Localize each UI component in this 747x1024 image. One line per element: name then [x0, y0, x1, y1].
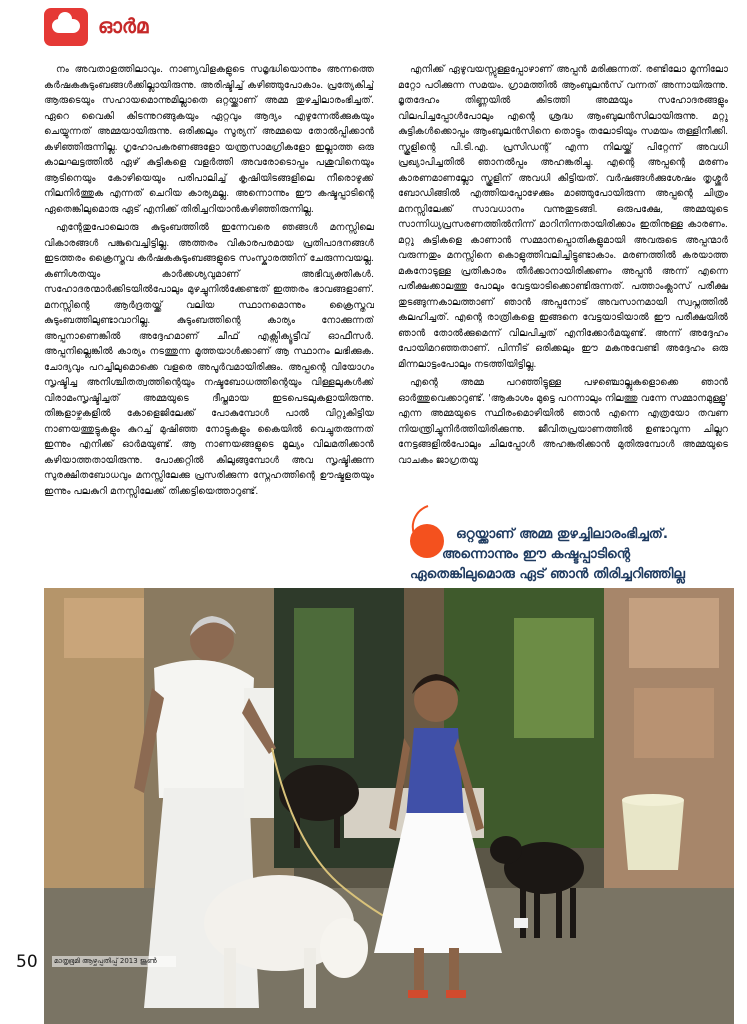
article-paragraph: എനിക്ക് ഏഴുവയസ്സുള്ളപ്പോഴാണ് അപ്പൻ മരിക്കുന്നത്. രണ്ടിലോ മൂന്നിലോ മറ്റോ പഠിക്കുന്ന സമയം. ഗ്രാമത്തിൽ ആംബുലൻസ് വന്നത് അന്നായിരുന്നു. മൃതദേഹം തിണ്ണയിൽ കിടത്തി അമ്മയും സഹോദരങ്ങളും വിലപിച്ചപ്പോൾപോലും എന്റെ ശ്രദ്ധ ആംബുലൻസിലായിരുന്നു. മറ്റു കുട്ടികൾക്കൊപ്പം ആംബുലൻസിനെ തൊട്ടും തലോടിയും സമയം തള്ളിനീക്കി. സ്കൂളിന്റെ പി.ടി.എ. പ്രസിഡന്റ് എന്ന നിലയ്ക്ക് പിറ്റേന്ന് അവധി പ്രഖ്യാപിച്ചതിൽ ഞാനൽപ്പം അഹങ്കരിച്ചു. എന്റെ അപ്പന്റെ മരണം കാരണമാണല്ലോ സ്കൂളിന് അവധി കിട്ടിയത്. വർഷങ്ങൾക്കുശേഷം തൃശ്ശൂർ ബോഡിങ്ങിൽ എത്തിയപ്പോഴേക്കും മാഞ്ഞുപോയിരുന്ന അപ്പന്റെ ചിത്രം മനസ്സിലേക്ക് സാവധാനം വന്നുതുടങ്ങി. ഒരുപക്ഷേ, അമ്മയുടെ സാന്നിധ്യപ്രസരണത്തിൽനിന്ന് മാറിനിന്നതായിരിക്കാം ഇതിനുള്ള കാരണം. മറ്റു കുട്ടികളെ കാണാൻ സമ്മാനപ്പൊതികളുമായി അവരുടെ അപ്പന്മാർ വരുന്നതും മനസ്സിനെ കൊളുത്തിവലിച്ചിട്ടുണ്ടാകാം. മരണത്തിൽ കരയാത്ത മകനോടുള്ള പ്രതികാരം തീർക്കാനായിരിക്കണം അപ്പൻ അന്ന് എന്നെ പരീക്ഷക്കാലത്തു പോലും വേട്ടയാടിക്കൊണ്ടിരുന്നത്. പത്താംക്ലാസ് പരീക്ഷ തുടങ്ങുന്നകാലത്താണ് ഞാൻ അപ്പനോട് അവസാനമായി സ്വപ്നത്തിൽ കലഹിച്ചത്. എന്റെ രാത്രികളെ ഇങ്ങനെ വേട്ടയാടിയാൽ ഈ പരീക്ഷയിൽ ഞാൻ തോൽക്കുമെന്ന് വിലപിച്ചത് എനിക്കോർമയുണ്ട്. അന്ന് അദ്ദേഹം പോയിമറഞ്ഞതാണ്. പിന്നീട് ഒരിക്കലും ഈ മകനുവേണ്ടി അദ്ദേഹം ഒരു മിന്നലാട്ടംപോലും നടത്തിയിട്ടില്ല.	[398, 64, 728, 370]
quote-dot-icon	[410, 524, 444, 558]
pull-quote-line: ഒറ്റയ്ക്കാണ് അമ്മ തുഴച്ചിലാരംഭിച്ചത്.	[456, 526, 668, 542]
pull-quote-line: ഏതെങ്കിലുമൊരു ഏട് ഞാൻ തിരിച്ചറിഞ്ഞില്ല	[410, 566, 685, 582]
page-number: 50	[16, 952, 38, 972]
pull-quote-line: അന്നൊന്നും ഈ കഷ്ടപ്പാടിന്റെ	[442, 546, 631, 562]
article-paragraph: എന്റേതുപോലൊരു കുടുംബത്തിൽ ഇന്നേവരെ ഞങ്ങൾ മനസ്സിലെ വികാരങ്ങൾ പങ്കുവെച്ചിട്ടില്ല. അത്തരം വികാരപരമായ പ്രതിപാദനങ്ങൾ ഇടത്തരം ക്രൈസ്തവ കർഷകകുടുംബങ്ങളുടെ സംസ്കാരത്തിന് ചേരുന്നവയല്ല. കണിശതയും കാർക്കശ്യവുമാണ് അഭിവ്യക്തികൾ. സഹോദരന്മാർക്കിടയിൽപോലും മുഴച്ചുനിൽക്കേണ്ടത് ഇത്തരം ഭാവങ്ങളാണ്. മനസ്സിന്റെ ആർദ്രതയ്ക്ക് വലിയ സ്ഥാനമൊന്നും ക്രൈസ്തവ കുടുംബത്തിലുണ്ടാവാറില്ല. കുടുംബത്തിന്റെ കാര്യം നോക്കുന്നത് അപ്പനാണെങ്കിൽ അദ്ദേഹമാണ് ചീഫ് എക്സിക്യൂട്ടീവ് ഓഫീസർ. അപ്പനില്ലെങ്കിൽ കാര്യം നടത്തുന്ന മൂത്തയാൾക്കാണ് ആ സ്ഥാനം ലഭിക്കുക. ചോദ്യവും പറച്ചിലുമൊക്കെ വളരെ അപൂർവമായിരിക്കും. അപ്പന്റെ വിയോഗം സൃഷ്ടിച്ച അനിശ്ചിതത്വത്തിന്റെയും നഷ്ടബോധത്തിന്റെയും വിള്ളലുകൾക്ക് വിരാമംസൃഷ്ടിച്ചത് അമ്മയുടെ ദീപ്തമായ ഇടപെടലുകളായിരുന്നു. തിങ്കളാഴ്ചകളിൽ കോളെജിലേക്ക് പോകുമ്പോൾ പാൽ വിറ്റുകിട്ടിയ നാണയത്തുട്ടുകളും കുറച്ച് മുഷിഞ്ഞ നോട്ടുകളും കൈയിൽ വെച്ചുതരുന്നത് ഇന്നും എനിക്ക് ഓർമയുണ്ട്. ആ നാണയങ്ങളുടെ മൂല്യം വിലമതിക്കാൻ കഴിയാത്തതായിരുന്നു. പോക്കറ്റിൽ കിലുങ്ങുമ്പോൾ അവ സൃഷ്ടിക്കുന്ന സുരക്ഷിതബോധവും മനസ്സിലേക്കു പ്രസരിക്കുന്ന സ്നേഹത്തിന്റെ ഊഷ്മളതയും ഇന്നും പലകുറി മനസ്സിലേക്ക് തിക്കട്ടിയെത്താറുണ്ട്.	[44, 222, 374, 497]
cloud-icon	[44, 8, 88, 46]
section-header	[44, 8, 344, 48]
article-column-right	[398, 62, 728, 502]
article-paragraph: എന്റെ അമ്മ പറഞ്ഞിട്ടുള്ള പഴഞ്ചൊല്ലുകളൊക്കെ ഞാൻ ഓർത്തുവെക്കാറുണ്ട്. 'ആകാശം മുട്ടെ പറന്നാലും നിലത്തു വന്നേ സമ്മാനമുള്ളൂ' എന്ന അമ്മയുടെ സ്ഥിരംമൊഴിയിൽ ഞാൻ എന്നെ എത്രയോ തവണ നിയന്ത്രിച്ചുനിർത്തിയിരിക്കുന്നു. ജീവിതപ്രയാണത്തിൽ ഉണ്ടാവുന്ന ചില്ലറ നേട്ടങ്ങളിൽപോലും ചിലപ്പോൾ അഹങ്കരിക്കാൻ മുതിരുമ്പോൾ അമ്മയുടെ വാചകം ജാഗ്രതയു	[398, 377, 728, 466]
article-column-left	[44, 62, 374, 576]
article-paragraph: നം അവതാളത്തിലാവും. നാണ്യവിളകളുടെ സമൃദ്ധിയൊന്നും അന്നത്തെ കർഷകകുടുംബങ്ങൾക്കില്ലായിരുന്നു. അരിഷ്ടിച്ച് കഴിഞ്ഞുപോകാം. പ്രത്യേകിച്ച് ആരുടെയും സഹായമൊന്നുമില്ലാതെ ഒറ്റയ്ക്കാണ് അമ്മ തുഴച്ചിലാരംഭിച്ചത്. ഏറെ വൈകി കിടന്നുറങ്ങുകയും ഏറ്റവും ആദ്യം എഴുന്നേൽക്കുകയും ചെയ്യുന്നത് അമ്മയായിരുന്നു. ഒരിക്കലും സൂര്യന് അമ്മയെ തോൽപ്പിക്കാൻ കഴിഞ്ഞിരുന്നില്ല. ഗൃഹോപകരണങ്ങളോ യന്ത്രസാമഗ്രികളോ ഇല്ലാത്ത ഒരു കാലഘട്ടത്തിൽ ഏഴ് കുട്ടികളെ വളർത്തി അവരോടൊപ്പം പശുവിനെയും ആടിനെയും കോഴിയെയും പരിപാലിച്ച് കൃഷിയിടങ്ങളിലെ നീരൊഴുക്ക് നിലനിർത്തുക എന്നത് ചെറിയ കാര്യമല്ല. അന്നൊന്നും ഈ കഷ്ടപ്പാടിന്റെ ഏതെങ്കിലുമൊരു ഏട് എനിക്ക് തിരിച്ചറിയാൻകഴിഞ്ഞിരുന്നില്ല.	[44, 64, 374, 215]
footer-credit: മാതൃഭൂമി ആഴ്ചപ്പതിപ്പ് 2013 ജൂൺ	[52, 956, 176, 967]
section-title: ഓർമ	[98, 14, 149, 38]
pull-quote	[398, 500, 733, 584]
